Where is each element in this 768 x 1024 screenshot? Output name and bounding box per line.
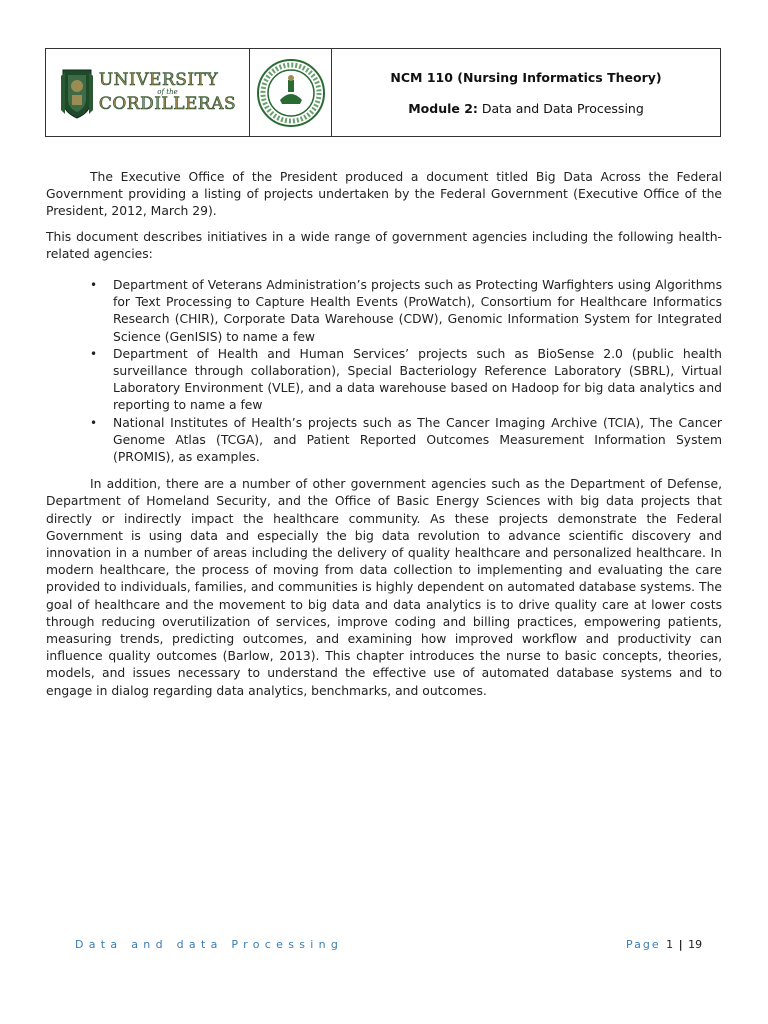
page-word: Page <box>626 938 661 951</box>
footer-section-title: Data and data Processing <box>75 938 344 951</box>
paragraph-3: In addition, there are a number of other government agencies such as the Department of Defense, Department of Homeland Security, and the Office of Basic Energy Sciences with big data projects that directly or indirectly impact the healthcare community. As these projects demonstrate the Federal Government is using data and especially the big data revolution to advance scientific discovery and innovation in a number of areas including the delivery of quality healthcare and personalized healthcare. In modern healthcare, the process of moving from data collection to implementing and evaluating the care provided to individuals, families, and communities is highly dependent on automated database systems. The goal of healthcare and the movement to big data and data analytics is to drive quality care at lower costs through reducing overutilization of services, improve coding and billing practices, empowering patients, measuring trends, predicting outcomes, and examining how improved workflow and productivity can influence quality outcomes (Barlow, 2013). This chapter introduces the nurse to basic concepts, theories, models, and issues necessary to understand the effective use of automated database systems and to engage in dialog regarding data analytics, benchmarks, and outcomes. <box>46 477 722 698</box>
current-page: 1 <box>666 938 674 951</box>
header-title-block <box>332 49 720 136</box>
list-item: • Department of Veterans Administration’s projects such as Protecting Warfighters using Algorithms for Text Processing to Capture Health Events (ProWatch), Consortium for Healthcare Informatics Research (CHIR), Corporate Data Warehouse (CDW), Genomic Information System for Integrated Science (GenISIS) to name a few <box>46 277 722 346</box>
document-header <box>45 48 721 137</box>
list-item: • National Institutes of Health’s projects such as The Cancer Imaging Archive (TCIA), The Cancer Genome Atlas (TCGA), and Patient Reported Outcomes Measurement Information System (PROMIS), as examples. <box>46 415 722 467</box>
page-separator: | <box>678 938 683 951</box>
paragraph-1: The Executive Office of the President produced a document titled Big Data Across the Federal Government providing a listing of projects undertaken by the Federal Government (Executive Office of the President, 2012, March 29). <box>46 170 722 219</box>
page-number <box>626 938 702 951</box>
agency-list <box>46 277 722 466</box>
module-title <box>408 101 644 116</box>
logo-line-3: CORDILLERAS <box>98 94 237 114</box>
logo-line-1: UNIVERSITY <box>98 70 219 90</box>
crest-icon <box>59 66 95 120</box>
logo-line-2: of the <box>157 88 178 96</box>
college-seal-icon <box>256 58 326 128</box>
total-pages: 19 <box>688 938 703 951</box>
paragraph-2: This document describes initiatives in a wide range of government agencies including the following health-related agencies: <box>46 229 722 261</box>
university-wordmark <box>99 72 236 113</box>
module-label: Module 2: <box>408 100 478 116</box>
list-item: • Department of Health and Human Services’ projects such as BioSense 2.0 (public health surveillance through collaboration), Special Bacteriology Reference Laboratory (SBRL), Virtual Laboratory Environment (VLE), and a data warehouse based on Hadoop for big data analytics and reporting to name a few <box>46 346 722 415</box>
university-logo <box>46 49 250 136</box>
course-title: NCM 110 (Nursing Informatics Theory) <box>390 69 662 85</box>
module-name: Data and Data Processing <box>481 100 644 116</box>
document-body <box>46 169 722 708</box>
nursing-seal <box>250 49 332 136</box>
